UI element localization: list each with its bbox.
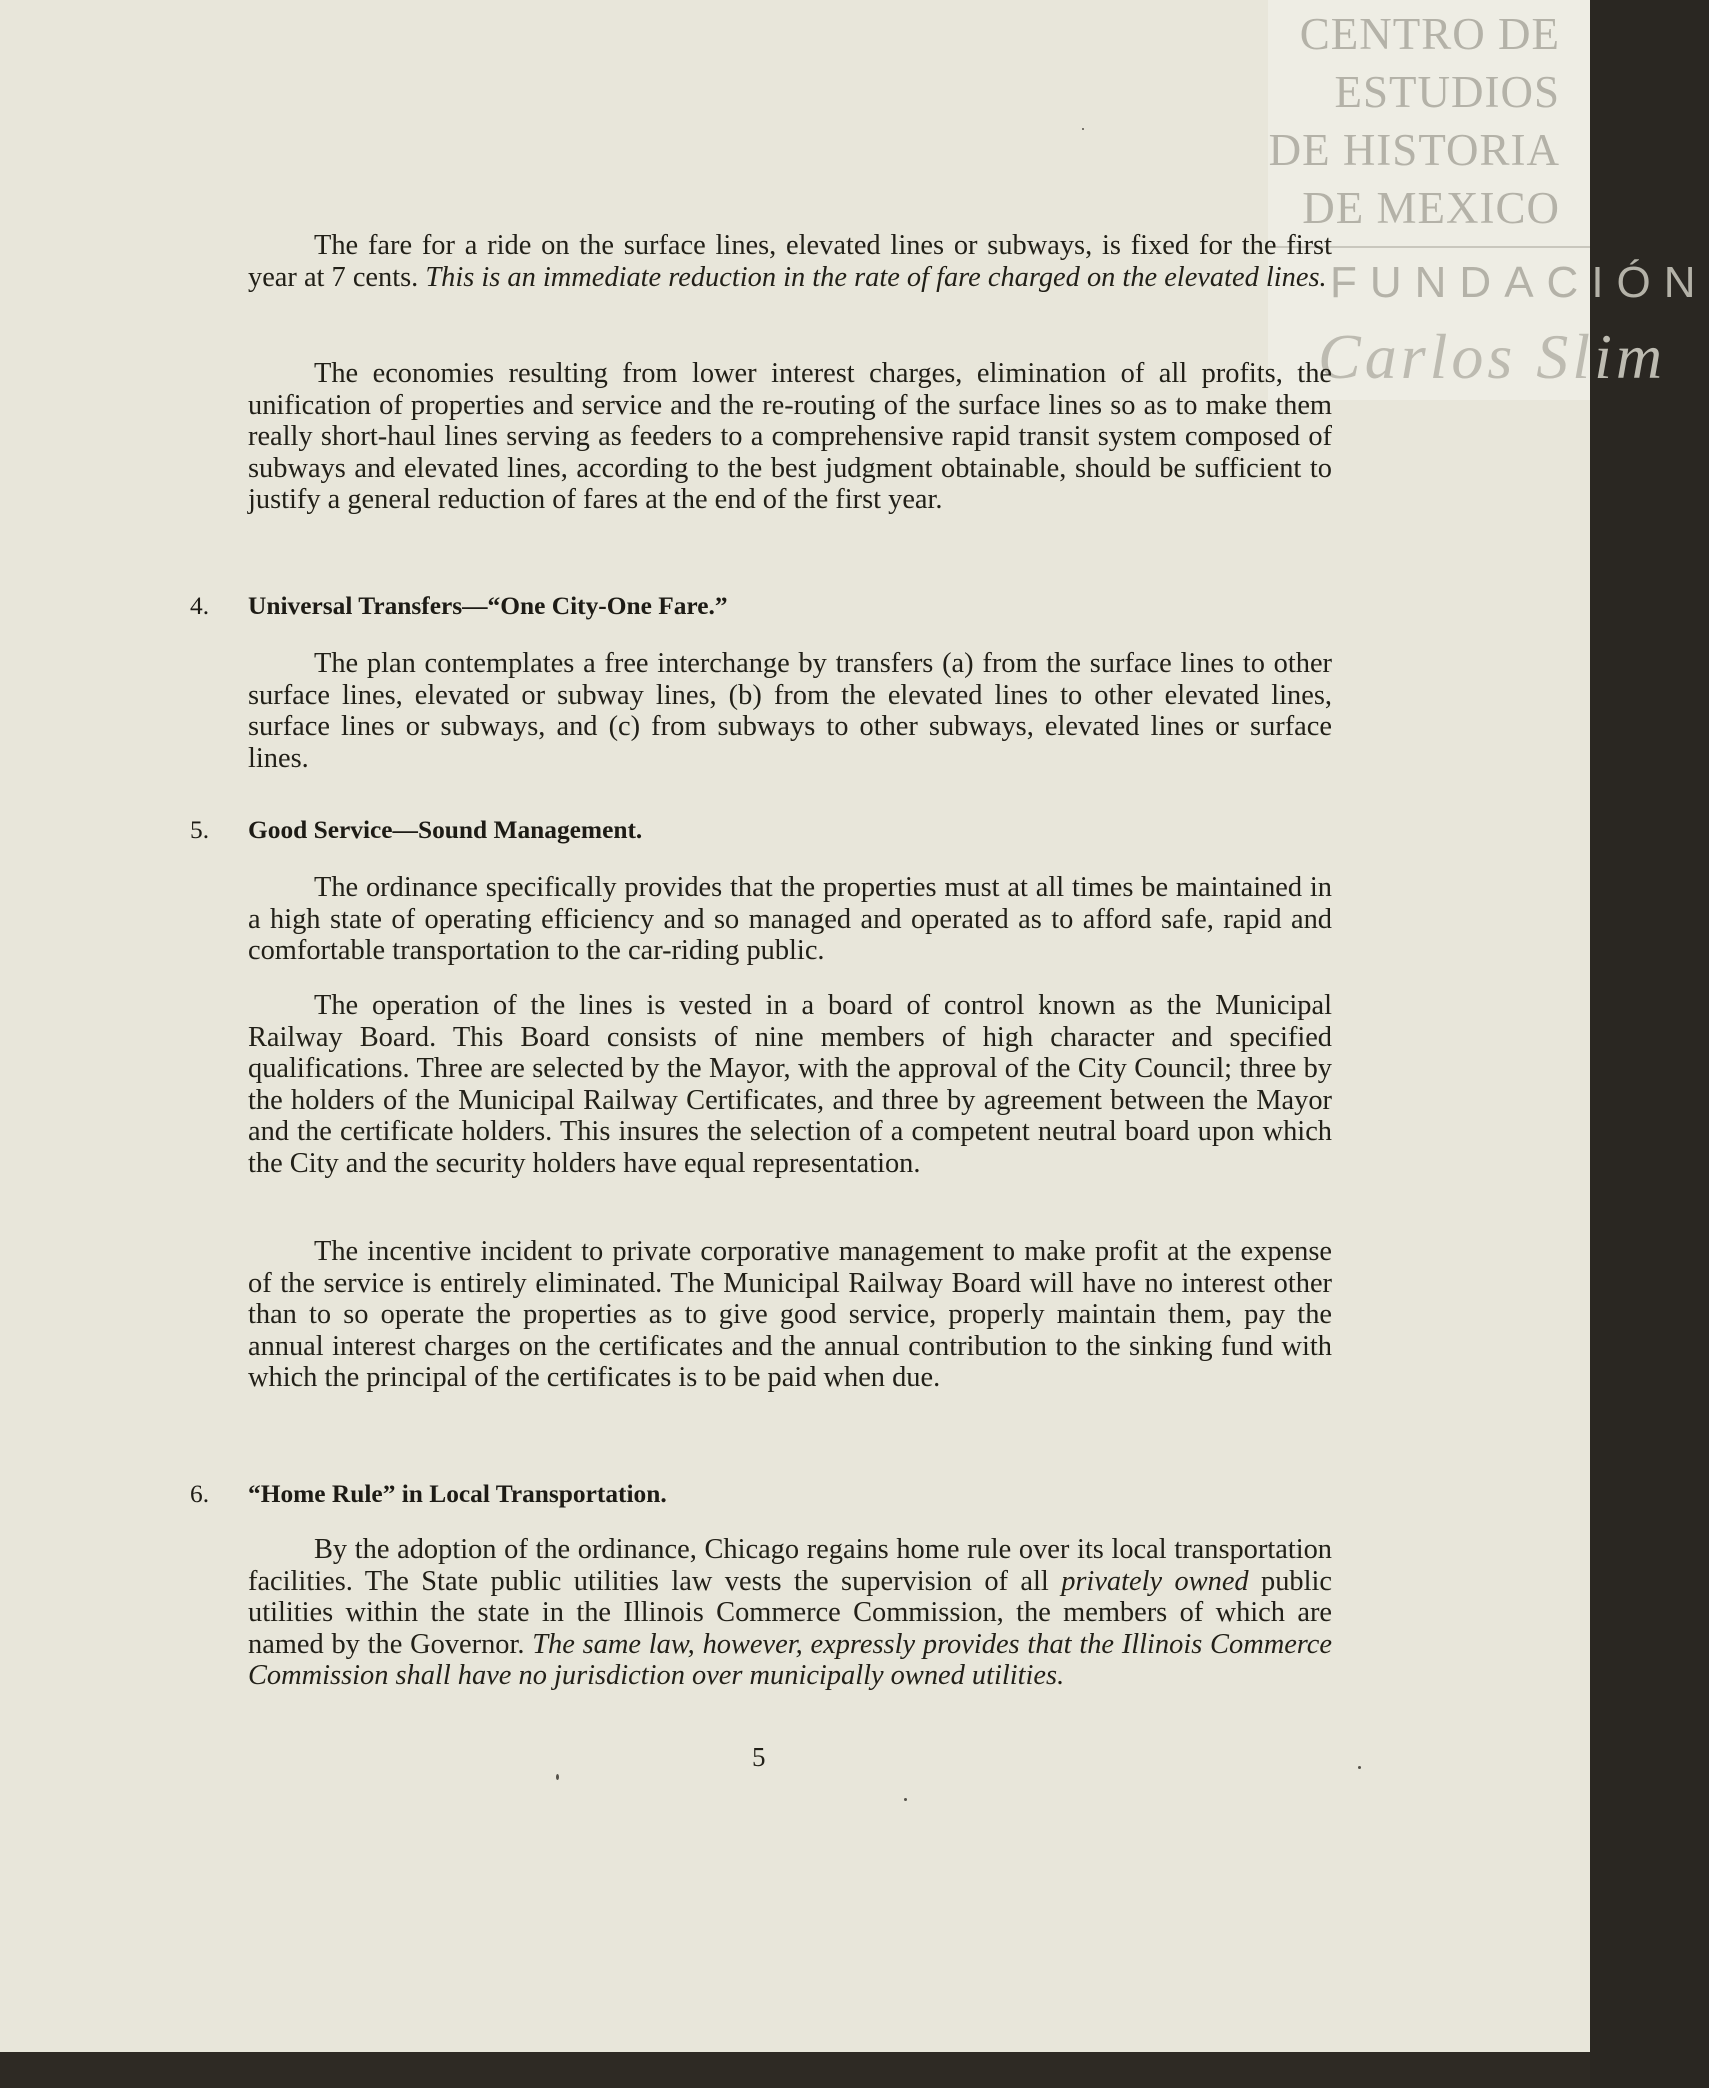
paragraph-fare — [248, 230, 1332, 293]
home-rule-text-2: public utilities within the state in the Illinois Commerce Commission, the members of which are named by the Governor. — [248, 1565, 1332, 1660]
heading-universal-transfers — [190, 592, 728, 621]
fare-text: The fare for a ride on the surface lines, elevated lines or subways, is fixed for the first year at 7 cents. — [248, 230, 1332, 293]
heading-home-rule — [190, 1480, 667, 1509]
heading-title: “Home Rule” in Local Transportation. — [248, 1480, 667, 1508]
paragraph-economies: The economies resulting from lower interest charges, elimination of all profits, the unification of properties and service and the re-routing of the surface lines so as to make them really short-haul lines serving as feeders to a comprehensive rapid transit system composed of subways and elevated lines, according to the best judgment obtainable, should be sufficient to justify a general reduction of fares at the end of the first year. — [248, 358, 1332, 516]
heading-number: 5. — [190, 816, 210, 844]
heading-number: 4. — [190, 592, 210, 620]
watermark-line-1: CENTRO DE — [1299, 9, 1560, 59]
heading-good-service — [190, 816, 642, 845]
paragraph-service: The ordinance specifically provides that the properties must at all times be maintained in a high state of operating efficiency and so managed and operated as to afford safe, rapid and comfortable transportation to the car-riding public. — [248, 872, 1332, 967]
paper-speck — [556, 1774, 559, 1780]
watermark-fundacion: FUNDACIÓN — [1330, 258, 1709, 307]
heading-title: Universal Transfers—“One City-One Fare.” — [248, 592, 728, 620]
paragraph-incentive: The incentive incident to private corporative management to make profit at the expense of the service is entirely eliminated. The Municipal Railway Board will have no interest other than to so operate the properties as to give good service, properly maintain them, pay the annual interest charges on the certificates and the annual contribution to the sinking fund with which the principal of the certificates is to be paid when due. — [248, 1236, 1332, 1394]
watermark-line-3: DE HISTORIA — [1268, 125, 1560, 175]
paragraph-home-rule — [248, 1534, 1332, 1692]
heading-number: 6. — [190, 1480, 210, 1508]
home-rule-italic-2: The same law, however, expressly provides that the Illinois Commerce Commission shall have no jurisdiction over municipally owned utilities. — [248, 1628, 1332, 1692]
page-number: 5 — [752, 1742, 766, 1772]
watermark-line-2: ESTUDIOS — [1334, 67, 1560, 117]
fare-italic-text: This is an immediate reduction in the rate of fare charged on the elevated lines. — [425, 261, 1327, 293]
watermark-line-4: DE MEXICO — [1302, 183, 1560, 233]
watermark-signature: Carlos Slim — [1318, 321, 1667, 392]
home-rule-text-1: By the adoption of the ordinance, Chicago regains home rule over its local transportation facilities. The State public utilities law vests the supervision of all — [248, 1534, 1332, 1597]
scan-bottom-edge — [0, 2052, 1590, 2088]
paper-speck — [1358, 1766, 1361, 1769]
paragraph-transfers: The plan contemplates a free interchange by transfers (a) from the surface lines to other surface lines, elevated or subway lines, (b) from the elevated lines to other elevated lines, surface lines or subways, and (c) from subways to other subways, elevated lines or surface lines. — [248, 648, 1332, 774]
paper-speck — [1082, 128, 1084, 130]
paper-speck — [904, 1798, 907, 1801]
paragraph-board: The operation of the lines is vested in a board of control known as the Municipal Railway Board. This Board consists of nine members of high character and specified qualifications. Three are selected by the Mayor, with the approval of the City Council; three by the holders of the Municipal Railway Certificates, and three by agreement between the Mayor and the certificate holders. This insures the selection of a competent neutral board upon which the City and the security holders have equal representation. — [248, 990, 1332, 1179]
home-rule-italic-1: privately owned — [1061, 1565, 1249, 1597]
heading-title: Good Service—Sound Management. — [248, 816, 643, 844]
